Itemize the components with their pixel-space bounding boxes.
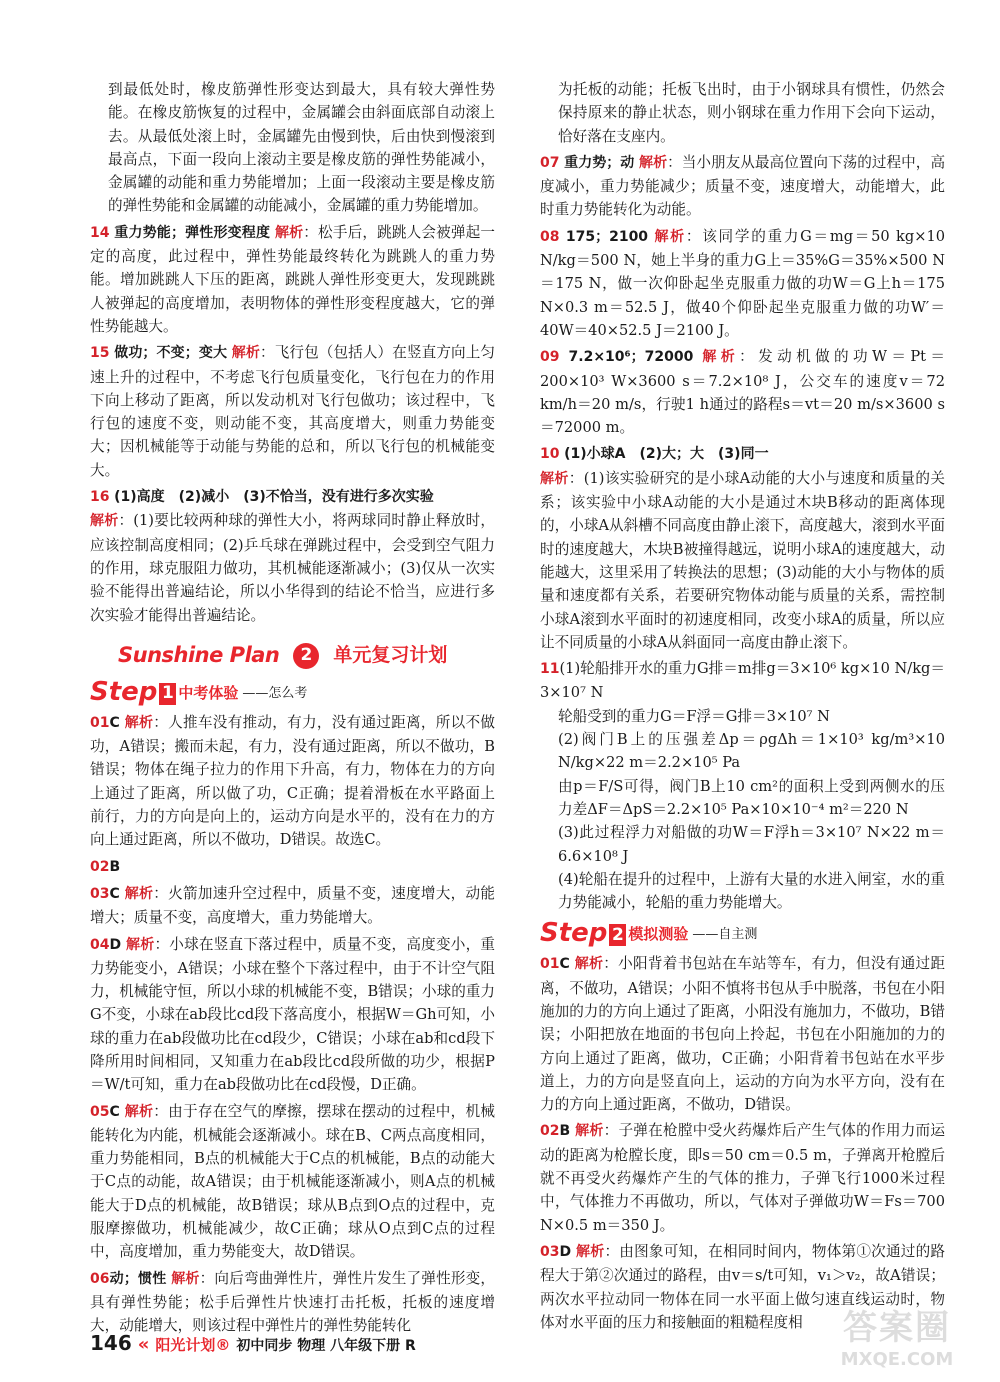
watermark-logo: 答案圈 (843, 1308, 951, 1348)
question-number: 09 (540, 349, 560, 366)
analysis-label: 解析 (574, 956, 604, 973)
s2-question-01 (540, 952, 945, 1116)
answer: D (109, 936, 122, 953)
question-number: 06 (90, 1270, 110, 1287)
question-09 (540, 345, 945, 439)
step-word: Step (540, 918, 608, 949)
analysis-text: ：飞行包（包括人）在竖直方向上匀速上升的过程中，不考虑飞行包质量变化，飞行包在力的作用下向上移动了距离，所以发动机对飞行包做功；该过程中，飞行包的速度不变，则动能不变，其高度增大，则重力势能变大；因机械能等于动能与势能的总和，所以飞行包的机械能变大。 (90, 344, 496, 479)
step-2-header (540, 918, 945, 949)
answer: B (559, 1123, 571, 1140)
question-number: 08 (540, 228, 560, 245)
watermark-url: MXQE.COM (840, 1349, 954, 1370)
paragraph: 到最低处时，橡皮筋弹性形变达到最大，具有较大弹性势能。在橡皮筋恢复的过程中，金属罐会由斜面底部自动滚上去。从最低处滚上时，金属罐先由慢到快，后由快到慢滚到最高点，下面一段向上滚动主要是橡皮筋的弹性势能减小，金属罐的动能和重力势能增加；上面一段滚动主要是橡皮筋的弹性势能和金属罐的动能减小，金属罐的重力势能增加。 (108, 81, 495, 215)
section-banner (118, 643, 495, 669)
analysis-text: ：由于存在空气的摩擦，摆球在摆动的过程中，机械能转化为内能，机械能会逐渐减小。球在B、C两点高度相同，重力势能相同，B点的机械能大于C点的机械能，B点的动能大于C点的动能，故A错误；由于机械能逐渐减小，则A点的机械能大于D点的机械能，故B错误；球从B点到O点的过程中，克服摩擦做功，机械能减少，故C正确；球从O点到C点的过程中，高度增加，重力势能变大，故D错误。 (90, 1102, 495, 1261)
s1-question-04 (90, 933, 495, 1097)
book-title: 初中同步 物理 八年级下册 R (236, 1338, 416, 1354)
analysis-text: ：子弹在枪膛中受火药爆炸后产生气体的作用力而运动的距离为枪膛长度，即s＝50 cm＝0.5 m，子弹离开枪膛后就不再受火药爆炸产生的气体的推力，子弹飞行1000米过程中，气体推力不再做功，所以，气体对子弹做功W＝Fs＝700 N×0.5 m＝350 J。 (540, 1122, 945, 1234)
question-07 (540, 151, 945, 222)
s2-question-02 (540, 1119, 945, 1236)
analysis-label: 解析 (124, 714, 154, 731)
solution-line: (1)轮船排开水的重力G排＝m排g＝3×10⁶ kg×10 N/kg＝3×10⁷ N (540, 660, 945, 702)
solution-line: (4)轮船在提升的过程中，上游有大量的水进入闸室，水的重力势能减小，轮船的重力势能增大。 (558, 870, 945, 912)
answer: 动；惯性 (109, 1270, 167, 1287)
analysis-text: ：向后弯曲弹性片，弹性片发生了弹性形变，具有弹性势能；松手后弹性片快速打击托板，托板的速度增大，动能增大，则该过程中弹性片的弹性势能转化 (90, 1269, 496, 1335)
paragraph: 为托板的动能；托板飞出时，由于小钢球具有惯性，仍然会保持原来的静止状态，则小钢球在重力作用下会向下运动，恰好落在支座内。 (558, 81, 945, 145)
left-column (90, 78, 495, 1338)
analysis-text: ：(1)该实验研究的是小球A动能的大小与速度和质量的关系；该实验中小球A动能的大小是通过木块B移动的距离体现的，小球A从斜槽不同高度由静止滚下，高度越大，滚到水平面时的速度越大，木块B被撞得越远，说明小球A的速度越大，动能越大，这里采用了转换法的思想；(3)动能的大小与物体的质量和速度都有关系，若要研究物体动能与质量的关系，需控制小球A滚到水平面时的初速度相同，改变小球A的质量，所以应让不同质量的小球A从斜面同一高度由静止滚下。 (540, 469, 945, 651)
analysis-text: ：松手后，跳跳人会被弹起一定的高度，此过程中，弹性势能最终转化为跳跳人的重力势能。增加跳跳人下压的距离，跳跳人弹性形变更大，发现跳跳人被弹起的高度增加，表明物体的弹性形变程度越大，它的弹性势能越大。 (90, 223, 496, 335)
step-number: 1 (159, 683, 176, 705)
page-number: 146 (90, 1331, 132, 1355)
analysis-label: 解析 (702, 349, 740, 366)
question-16 (90, 485, 495, 627)
question-number: 02 (540, 1123, 560, 1140)
answer: 7.2×10⁶；72000 (568, 349, 694, 366)
answer: C (109, 1103, 120, 1120)
double-chevron-icon: « (137, 1334, 150, 1355)
solution-line: 由p＝F/S可得，阀门B上10 cm²的面积上受到两侧水的压力差ΔF＝ΔpS＝2.2×10⁵ Pa×10×10⁻⁴ m²＝220 N (558, 777, 945, 818)
question-number: 05 (90, 1103, 110, 1120)
step-1-header (90, 676, 495, 707)
question-15 (90, 341, 495, 482)
step-title: 模拟测验 (628, 925, 689, 944)
analysis-label: 解析 (540, 470, 569, 487)
s1-question-06 (90, 1267, 495, 1338)
banner-plan: Sunshine Plan (118, 643, 280, 668)
answer: 175；2100 (565, 228, 649, 245)
question-number: 04 (90, 936, 110, 953)
answer: 做功；不变；变大 (114, 345, 228, 362)
analysis-label: 解析 (171, 1270, 200, 1287)
answer: D (559, 1243, 572, 1260)
s1-question-03 (90, 882, 495, 930)
analysis-label: 解析 (125, 936, 155, 953)
analysis-text: ：该同学的重力G＝mg＝50 kg×10 N/kg＝500 N，她上半身的重力G上＝35%G＝35%×500 N＝175 N，做一次仰卧起坐克服重力做的功W＝G上h＝175 N×0.3 m＝52.5 J，做40个仰卧起坐克服重力做的功W′＝40W＝40×52.5 J＝2100 J。 (540, 227, 946, 339)
right-column (540, 78, 945, 1334)
analysis-text: ：人推车没有推动，有力，没有通过距离，所以不做功，A错误；搬而未起，有力，没有通过距离，所以不做功，B错误；物体在绳子拉力的作用下升高，有力，物体在力的方向上通过了距离，所以做了功，C正确；提着滑板在水平路面上前行，力的方向是向上的，运动方向是水平的，没有在力的方向上通过距离，所以不做功，D错误。故选C。 (90, 713, 495, 849)
analysis-text: ：小阳背着书包站在车站等车，有力，但没有通过距离，不做功，A错误；小阳不慎将书包从手中脱落，书包在小阳施加的力的方向上通过了距离，小阳没有施加力，不做功，B错误；小阳把放在地面的书包向上拎起，书包在小阳施加的力的方向上通过了距离，做功，C正确；小阳背着书包站在水平步道上，力的方向是竖直向上，运动的方向为水平方向，没有在力的方向上通过距离，不做功，D错误。 (540, 955, 945, 1114)
analysis-label: 解析 (124, 885, 154, 902)
answer: C (559, 956, 570, 973)
answer: 重力势；动 (564, 154, 635, 171)
step-subtitle: ——怎么考 (242, 685, 308, 701)
question-14 (90, 221, 495, 338)
question-number: 01 (540, 956, 560, 973)
step-number: 2 (609, 924, 626, 946)
question-number: 15 (90, 345, 110, 362)
s1-question-02 (90, 855, 495, 879)
analysis-text: ：(1)要比较两种球的弹性大小，将两球同时静止释放时，应该控制高度相同；(2)乒乓球在弹跳过程中，会受到空气阻力的作用，球克服阻力做功，其机械能逐渐减小；(3)仅从一次实验不能得出普遍结论，所以小华得到的结论不恰当，应进行多次实验才能得出普遍结论。 (90, 512, 495, 624)
s1-question-01 (90, 711, 495, 852)
question-number: 03 (90, 885, 110, 902)
answer: 重力势能；弹性形变程度 (114, 224, 271, 241)
analysis-text: ：发动机做的功W＝Pt＝200×10³ W×3600 s＝7.2×10⁸ J，公交车的速度v＝72 km/h＝20 m/s，行驶1 h通过的路程s＝vt＝20 m/s×3600 s＝72000 m。 (540, 348, 946, 437)
analysis-label: 解析 (654, 228, 686, 245)
question-number: 16 (90, 489, 110, 506)
solution-line: (3)此过程浮力对船做的功W＝F浮h＝3×10⁷ N×22 m＝6.6×10⁸ J (558, 824, 945, 865)
question-number: 02 (90, 858, 110, 875)
answer: C (109, 885, 120, 902)
question-number: 03 (540, 1243, 560, 1260)
answer: (1)小球A (2)大；大 (3)同一 (564, 446, 769, 463)
s1-question-05 (90, 1100, 495, 1264)
question-08 (540, 225, 945, 342)
analysis-label: 解析 (231, 345, 260, 362)
question-number: 01 (90, 714, 110, 731)
analysis-label: 解析 (575, 1123, 604, 1140)
question-number: 10 (540, 446, 560, 463)
analysis-text: ：火箭加速升空过程中，质量不变，速度增大，动能增大；质量不变，高度增大，重力势能增大。 (90, 884, 495, 927)
analysis-text: ：由图象可知，在相同时间内，物体第①次通过的路程大于第②次通过的路程，由v＝s/t可知，v₁＞v₂，故A错误；两次水平拉动同一物体在同一水平面上做匀速直线运动时，物体对水平面的压力和接触面的粗糙程度相 (540, 1242, 946, 1331)
banner-number: 2 (293, 643, 319, 669)
brand-name: 阳光计划® (155, 1336, 231, 1354)
step-word: Step (90, 676, 158, 707)
question-11 (540, 657, 945, 914)
page-footer (90, 1331, 416, 1355)
step-title: 中考体验 (178, 683, 239, 702)
analysis-label: 解析 (90, 513, 119, 530)
analysis-label: 解析 (639, 154, 668, 171)
answer: B (109, 858, 121, 875)
analysis-label: 解析 (575, 1243, 605, 1260)
analysis-text: ：当小朋友从最高位置向下荡的过程中，高度减小，重力势能减少；质量不变，速度增大，动能增大，此时重力势能转化为动能。 (540, 153, 946, 219)
step-subtitle: ——自主测 (692, 927, 758, 943)
analysis-text: ：小球在竖直下落过程中，质量不变，高度变小，重力势能变小，A错误；小球在整个下落过程中，由于不计空气阻力，机械能守恒，所以小球的机械能不变，B错误；小球的重力G不变，小球在ab段比cd段下落高度小，根据W＝Gh可知，小球的重力在ab段做功比在cd段少，C错误；小球在ab和cd段下降所用时间相同，又知重力在ab段比cd段所做的功少，根据P＝W/t可知，重力在ab段做功比在cd段慢，D正确。 (90, 935, 496, 1094)
answer: C (109, 714, 120, 731)
question-number: 07 (540, 154, 560, 171)
question-number: 11 (540, 661, 560, 678)
answer: (1)高度 (2)减小 (3)不恰当，没有进行多次实验 (114, 489, 434, 506)
analysis-label: 解析 (124, 1103, 154, 1120)
question-10 (540, 442, 945, 654)
solution-line: (2)阀门B上的压强差Δp＝ρgΔh＝1×10³ kg/m³×10 N/kg×22 m＝2.2×10⁵ Pa (558, 731, 945, 772)
banner-title: 单元复习计划 (333, 644, 448, 667)
analysis-label: 解析 (274, 224, 304, 241)
watermark (812, 1300, 982, 1370)
question-number: 14 (90, 224, 110, 241)
solution-line: 轮船受到的重力G＝F浮＝G排＝3×10⁷ N (558, 707, 830, 725)
